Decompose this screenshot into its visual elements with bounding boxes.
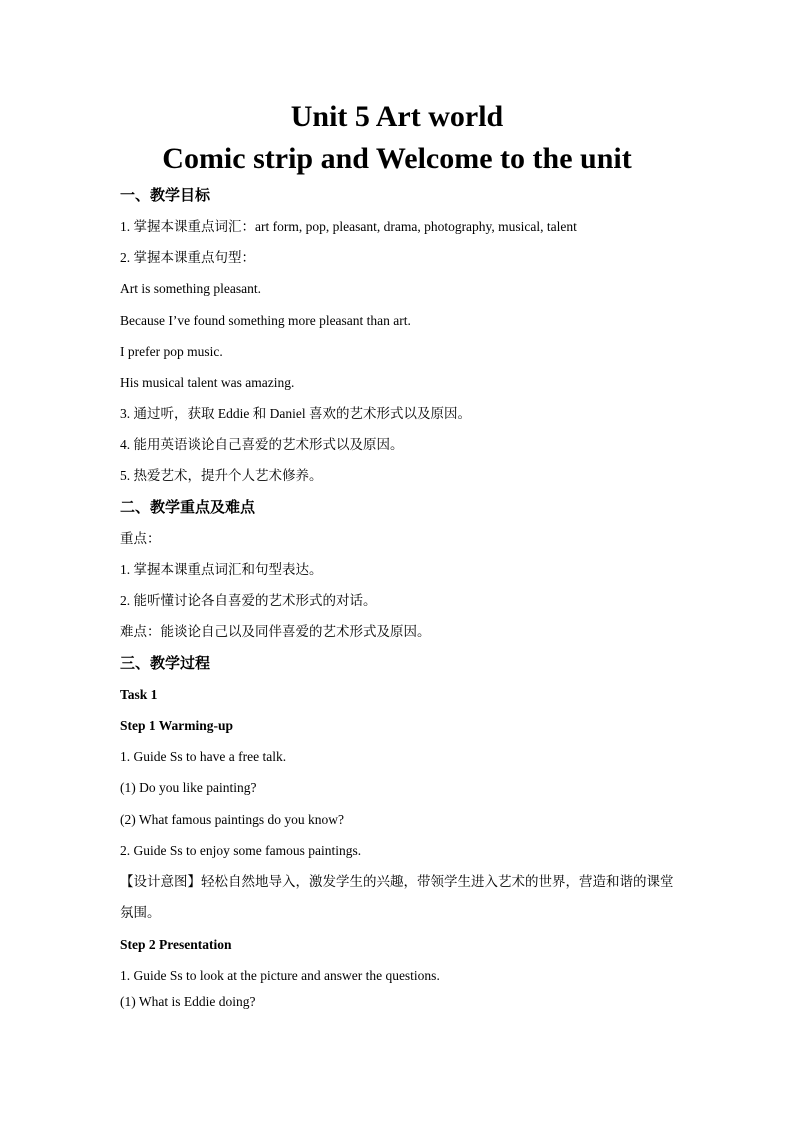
section-heading-objectives: 一、教学目标 [120, 186, 211, 204]
step-item: (2) What famous paintings do you know? [120, 812, 344, 827]
section-heading-key-points: 二、教学重点及难点 [120, 498, 256, 516]
key-point-item: 1. 掌握本课重点词汇和句型表达。 [120, 562, 323, 577]
objective-item: 5. 热爱艺术，提升个人艺术修养。 [120, 468, 323, 483]
sentence-pattern: Because I’ve found something more pleasant than art. [120, 313, 411, 328]
objective-item: 2. 掌握本课重点句型： [120, 250, 255, 265]
key-points-label: 重点： [120, 531, 161, 546]
step-heading: Step 1 Warming-up [120, 718, 234, 733]
difficulty-item: 难点：能谈论自己以及同伴喜爱的艺术形式及原因。 [120, 624, 431, 639]
sentence-pattern: Art is something pleasant. [120, 281, 261, 296]
step-heading: Step 2 Presentation [120, 937, 232, 952]
step-item: 1. Guide Ss to have a free talk. [120, 749, 287, 764]
step-item: 1. Guide Ss to look at the picture and answer the questions. [120, 968, 440, 983]
key-point-item: 2. 能听懂讨论各自喜爱的艺术形式的对话。 [120, 593, 377, 608]
title-line-1: Unit 5 Art world [290, 100, 504, 133]
objective-item: 4. 能用英语谈论自己喜爱的艺术形式以及原因。 [120, 437, 404, 452]
design-intent: 【设计意图】轻松自然地导入，激发学生的兴趣，带领学生进入艺术的世界，营造和谐的课堂氛围。 [120, 874, 674, 920]
sentence-pattern: His musical talent was amazing. [120, 375, 295, 390]
objective-item: 3. 通过听，获取 Eddie 和 Daniel 喜欢的艺术形式以及原因。 [120, 406, 471, 421]
step-item: 2. Guide Ss to enjoy some famous paintings. [120, 843, 362, 858]
step-item: (1) What is Eddie doing? [120, 994, 256, 1009]
objective-item: 1. 掌握本课重点词汇：art form, pop, pleasant, drama, photography, musical, talent [120, 219, 577, 234]
task-label: Task 1 [120, 687, 158, 702]
step-item: (1) Do you like painting? [120, 780, 257, 795]
sentence-pattern: I prefer pop music. [120, 344, 223, 359]
title-line-2: Comic strip and Welcome to the unit [162, 142, 632, 175]
section-heading-process: 三、教学过程 [120, 654, 211, 672]
